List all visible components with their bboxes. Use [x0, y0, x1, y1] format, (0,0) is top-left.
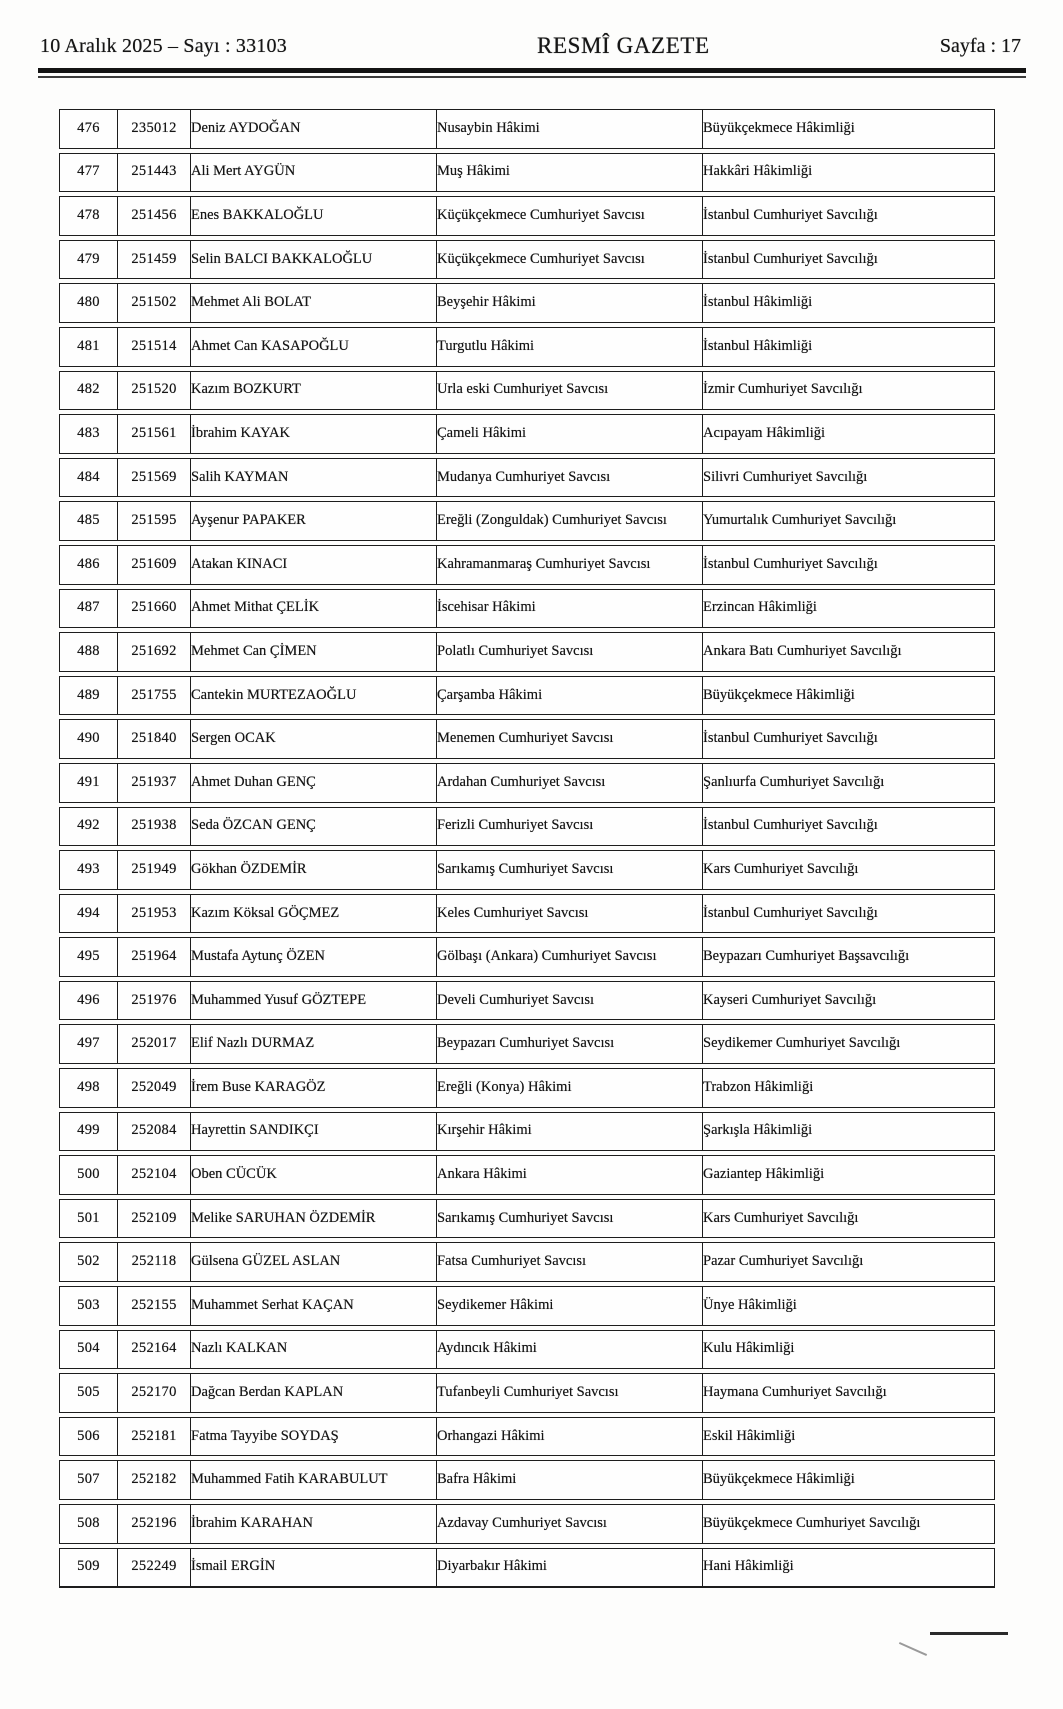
- registry-number-cell: 252049: [117, 1068, 190, 1108]
- current-post-cell: Kırşehir Hâkimi: [436, 1112, 702, 1152]
- row-number-cell: 477: [59, 153, 117, 193]
- new-post-cell: Yumurtalık Cumhuriyet Savcılığı: [702, 501, 995, 541]
- row-number-cell: 483: [59, 414, 117, 454]
- new-post-cell: Büyükçekmece Cumhuriyet Savcılığı: [702, 1504, 995, 1544]
- row-number-cell: 492: [59, 807, 117, 847]
- table-row: [59, 1330, 995, 1370]
- current-post-cell: Ereğli (Zonguldak) Cumhuriyet Savcısı: [436, 501, 702, 541]
- new-post-cell: Gaziantep Hâkimliği: [702, 1155, 995, 1195]
- table-row: [59, 501, 995, 541]
- registry-number-cell: 251840: [117, 719, 190, 759]
- row-number-cell: 482: [59, 371, 117, 411]
- new-post-cell: İstanbul Cumhuriyet Savcılığı: [702, 196, 995, 236]
- name-cell: Salih KAYMAN: [190, 458, 436, 498]
- new-post-cell: Seydikemer Cumhuriyet Savcılığı: [702, 1024, 995, 1064]
- row-number-cell: 509: [59, 1548, 117, 1589]
- row-number-cell: 476: [59, 109, 117, 149]
- row-number-cell: 489: [59, 676, 117, 716]
- table-row: [59, 283, 995, 323]
- header-page-number: Sayfa : 17: [939, 35, 1021, 57]
- new-post-cell: Şarkışla Hâkimliği: [702, 1112, 995, 1152]
- scan-artifact: [899, 1642, 927, 1656]
- table-row: [59, 589, 995, 629]
- table-row: [59, 1199, 995, 1239]
- name-cell: İrem Buse KARAGÖZ: [190, 1068, 436, 1108]
- current-post-cell: Bafra Hâkimi: [436, 1460, 702, 1500]
- table-row: [59, 1460, 995, 1500]
- new-post-cell: Acıpayam Hâkimliği: [702, 414, 995, 454]
- current-post-cell: Fatsa Cumhuriyet Savcısı: [436, 1242, 702, 1282]
- table-row: [59, 1024, 995, 1064]
- current-post-cell: Ereğli (Konya) Hâkimi: [436, 1068, 702, 1108]
- current-post-cell: Keles Cumhuriyet Savcısı: [436, 894, 702, 934]
- name-cell: Ahmet Duhan GENÇ: [190, 763, 436, 803]
- table-row: [59, 371, 995, 411]
- appointments-table: [59, 105, 995, 1592]
- table-row: [59, 153, 995, 193]
- registry-number-cell: 251660: [117, 589, 190, 629]
- new-post-cell: İstanbul Hâkimliği: [702, 283, 995, 323]
- header-rule-thin: [38, 76, 1026, 78]
- name-cell: İbrahim KARAHAN: [190, 1504, 436, 1544]
- new-post-cell: İstanbul Cumhuriyet Savcılığı: [702, 719, 995, 759]
- name-cell: Selin BALCI BAKKALOĞLU: [190, 240, 436, 280]
- registry-number-cell: 251502: [117, 283, 190, 323]
- registry-number-cell: 251569: [117, 458, 190, 498]
- current-post-cell: Küçükçekmece Cumhuriyet Savcısı: [436, 196, 702, 236]
- new-post-cell: İstanbul Cumhuriyet Savcılığı: [702, 807, 995, 847]
- current-post-cell: Muş Hâkimi: [436, 153, 702, 193]
- table-row: [59, 1286, 995, 1326]
- row-number-cell: 505: [59, 1373, 117, 1413]
- row-number-cell: 504: [59, 1330, 117, 1370]
- table-row: [59, 1504, 995, 1544]
- row-number-cell: 480: [59, 283, 117, 323]
- registry-number-cell: 252017: [117, 1024, 190, 1064]
- row-number-cell: 496: [59, 981, 117, 1021]
- registry-number-cell: 252196: [117, 1504, 190, 1544]
- new-post-cell: İzmir Cumhuriyet Savcılığı: [702, 371, 995, 411]
- name-cell: Mehmet Can ÇİMEN: [190, 632, 436, 672]
- current-post-cell: İscehisar Hâkimi: [436, 589, 702, 629]
- current-post-cell: Ferizli Cumhuriyet Savcısı: [436, 807, 702, 847]
- name-cell: Sergen OCAK: [190, 719, 436, 759]
- row-number-cell: 498: [59, 1068, 117, 1108]
- name-cell: Melike SARUHAN ÖZDEMİR: [190, 1199, 436, 1239]
- new-post-cell: Büyükçekmece Hâkimliği: [702, 676, 995, 716]
- table-row: [59, 937, 995, 977]
- table-row: [59, 676, 995, 716]
- new-post-cell: Beypazarı Cumhuriyet Başsavcılığı: [702, 937, 995, 977]
- new-post-cell: Şanlıurfa Cumhuriyet Savcılığı: [702, 763, 995, 803]
- table-row: [59, 1155, 995, 1195]
- name-cell: Mehmet Ali BOLAT: [190, 283, 436, 323]
- new-post-cell: Büyükçekmece Hâkimliği: [702, 109, 995, 149]
- registry-number-cell: 251609: [117, 545, 190, 585]
- name-cell: Mustafa Aytunç ÖZEN: [190, 937, 436, 977]
- table-row: [59, 807, 995, 847]
- current-post-cell: Küçükçekmece Cumhuriyet Savcısı: [436, 240, 702, 280]
- row-number-cell: 499: [59, 1112, 117, 1152]
- registry-number-cell: 251514: [117, 327, 190, 367]
- row-number-cell: 491: [59, 763, 117, 803]
- table-row: [59, 763, 995, 803]
- name-cell: Ali Mert AYGÜN: [190, 153, 436, 193]
- name-cell: Ahmet Mithat ÇELİK: [190, 589, 436, 629]
- current-post-cell: Ankara Hâkimi: [436, 1155, 702, 1195]
- registry-number-cell: 251595: [117, 501, 190, 541]
- registry-number-cell: 251949: [117, 850, 190, 890]
- table-row: [59, 981, 995, 1021]
- name-cell: Atakan KINACI: [190, 545, 436, 585]
- new-post-cell: Hakkâri Hâkimliği: [702, 153, 995, 193]
- new-post-cell: Hani Hâkimliği: [702, 1548, 995, 1589]
- page-header: [0, 33, 1063, 63]
- current-post-cell: Beyşehir Hâkimi: [436, 283, 702, 323]
- current-post-cell: Sarıkamış Cumhuriyet Savcısı: [436, 1199, 702, 1239]
- row-number-cell: 494: [59, 894, 117, 934]
- registry-number-cell: 252170: [117, 1373, 190, 1413]
- row-number-cell: 478: [59, 196, 117, 236]
- current-post-cell: Sarıkamış Cumhuriyet Savcısı: [436, 850, 702, 890]
- new-post-cell: Silivri Cumhuriyet Savcılığı: [702, 458, 995, 498]
- row-number-cell: 485: [59, 501, 117, 541]
- scan-artifact: [930, 1632, 1008, 1635]
- row-number-cell: 481: [59, 327, 117, 367]
- table-row: [59, 1112, 995, 1152]
- registry-number-cell: 252181: [117, 1417, 190, 1457]
- name-cell: İbrahim KAYAK: [190, 414, 436, 454]
- name-cell: Ayşenur PAPAKER: [190, 501, 436, 541]
- new-post-cell: Kars Cumhuriyet Savcılığı: [702, 850, 995, 890]
- current-post-cell: Ardahan Cumhuriyet Savcısı: [436, 763, 702, 803]
- name-cell: Nazlı KALKAN: [190, 1330, 436, 1370]
- current-post-cell: Seydikemer Hâkimi: [436, 1286, 702, 1326]
- registry-number-cell: 251692: [117, 632, 190, 672]
- name-cell: Cantekin MURTEZAOĞLU: [190, 676, 436, 716]
- current-post-cell: Orhangazi Hâkimi: [436, 1417, 702, 1457]
- registry-number-cell: 251561: [117, 414, 190, 454]
- new-post-cell: Kars Cumhuriyet Savcılığı: [702, 1199, 995, 1239]
- registry-number-cell: 252155: [117, 1286, 190, 1326]
- row-number-cell: 495: [59, 937, 117, 977]
- registry-number-cell: 251964: [117, 937, 190, 977]
- new-post-cell: Eskil Hâkimliği: [702, 1417, 995, 1457]
- registry-number-cell: 251976: [117, 981, 190, 1021]
- name-cell: Ahmet Can KASAPOĞLU: [190, 327, 436, 367]
- new-post-cell: Haymana Cumhuriyet Savcılığı: [702, 1373, 995, 1413]
- table-row: [59, 196, 995, 236]
- row-number-cell: 497: [59, 1024, 117, 1064]
- new-post-cell: İstanbul Cumhuriyet Savcılığı: [702, 545, 995, 585]
- registry-number-cell: 251459: [117, 240, 190, 280]
- registry-number-cell: 235012: [117, 109, 190, 149]
- registry-number-cell: 251456: [117, 196, 190, 236]
- current-post-cell: Polatlı Cumhuriyet Savcısı: [436, 632, 702, 672]
- registry-number-cell: 252118: [117, 1242, 190, 1282]
- name-cell: Hayrettin SANDIKÇI: [190, 1112, 436, 1152]
- table-row: [59, 109, 995, 149]
- name-cell: Elif Nazlı DURMAZ: [190, 1024, 436, 1064]
- name-cell: Seda ÖZCAN GENÇ: [190, 807, 436, 847]
- name-cell: İsmail ERGİN: [190, 1548, 436, 1589]
- table-row: [59, 458, 995, 498]
- table-row: [59, 545, 995, 585]
- name-cell: Fatma Tayyibe SOYDAŞ: [190, 1417, 436, 1457]
- name-cell: Kazım BOZKURT: [190, 371, 436, 411]
- current-post-cell: Menemen Cumhuriyet Savcısı: [436, 719, 702, 759]
- name-cell: Dağcan Berdan KAPLAN: [190, 1373, 436, 1413]
- current-post-cell: Develi Cumhuriyet Savcısı: [436, 981, 702, 1021]
- name-cell: Enes BAKKALOĞLU: [190, 196, 436, 236]
- table-row: [59, 1242, 995, 1282]
- row-number-cell: 507: [59, 1460, 117, 1500]
- table-row: [59, 1068, 995, 1108]
- current-post-cell: Mudanya Cumhuriyet Savcısı: [436, 458, 702, 498]
- new-post-cell: İstanbul Cumhuriyet Savcılığı: [702, 240, 995, 280]
- name-cell: Kazım Köksal GÖÇMEZ: [190, 894, 436, 934]
- row-number-cell: 506: [59, 1417, 117, 1457]
- registry-number-cell: 251938: [117, 807, 190, 847]
- current-post-cell: Gölbaşı (Ankara) Cumhuriyet Savcısı: [436, 937, 702, 977]
- table-row: [59, 240, 995, 280]
- name-cell: Muhammed Fatih KARABULUT: [190, 1460, 436, 1500]
- name-cell: Muhammet Serhat KAÇAN: [190, 1286, 436, 1326]
- row-number-cell: 500: [59, 1155, 117, 1195]
- row-number-cell: 490: [59, 719, 117, 759]
- row-number-cell: 479: [59, 240, 117, 280]
- current-post-cell: Çameli Hâkimi: [436, 414, 702, 454]
- registry-number-cell: 252109: [117, 1199, 190, 1239]
- name-cell: Deniz AYDOĞAN: [190, 109, 436, 149]
- new-post-cell: Kulu Hâkimliği: [702, 1330, 995, 1370]
- table-row: [59, 1417, 995, 1457]
- current-post-cell: Azdavay Cumhuriyet Savcısı: [436, 1504, 702, 1544]
- row-number-cell: 501: [59, 1199, 117, 1239]
- row-number-cell: 508: [59, 1504, 117, 1544]
- name-cell: Oben CÜCÜK: [190, 1155, 436, 1195]
- registry-number-cell: 252249: [117, 1548, 190, 1589]
- registry-number-cell: 252084: [117, 1112, 190, 1152]
- registry-number-cell: 252164: [117, 1330, 190, 1370]
- current-post-cell: Çarşamba Hâkimi: [436, 676, 702, 716]
- current-post-cell: Aydıncık Hâkimi: [436, 1330, 702, 1370]
- current-post-cell: Turgutlu Hâkimi: [436, 327, 702, 367]
- name-cell: Muhammed Yusuf GÖZTEPE: [190, 981, 436, 1021]
- new-post-cell: Ankara Batı Cumhuriyet Savcılığı: [702, 632, 995, 672]
- table-row: [59, 719, 995, 759]
- row-number-cell: 503: [59, 1286, 117, 1326]
- new-post-cell: Kayseri Cumhuriyet Savcılığı: [702, 981, 995, 1021]
- table-row: [59, 894, 995, 934]
- row-number-cell: 486: [59, 545, 117, 585]
- current-post-cell: Tufanbeyli Cumhuriyet Savcısı: [436, 1373, 702, 1413]
- new-post-cell: İstanbul Cumhuriyet Savcılığı: [702, 894, 995, 934]
- table-row: [59, 850, 995, 890]
- row-number-cell: 487: [59, 589, 117, 629]
- new-post-cell: Pazar Cumhuriyet Savcılığı: [702, 1242, 995, 1282]
- new-post-cell: İstanbul Hâkimliği: [702, 327, 995, 367]
- table-row: [59, 414, 995, 454]
- current-post-cell: Nusaybin Hâkimi: [436, 109, 702, 149]
- row-number-cell: 484: [59, 458, 117, 498]
- appointments-table-body: [59, 109, 995, 1588]
- table-row: [59, 327, 995, 367]
- registry-number-cell: 251520: [117, 371, 190, 411]
- row-number-cell: 502: [59, 1242, 117, 1282]
- row-number-cell: 488: [59, 632, 117, 672]
- current-post-cell: Diyarbakır Hâkimi: [436, 1548, 702, 1589]
- name-cell: Gülsena GÜZEL ASLAN: [190, 1242, 436, 1282]
- registry-number-cell: 251953: [117, 894, 190, 934]
- header-rule-thick: [38, 68, 1026, 73]
- table-row: [59, 1373, 995, 1413]
- registry-number-cell: 252104: [117, 1155, 190, 1195]
- new-post-cell: Erzincan Hâkimliği: [702, 589, 995, 629]
- new-post-cell: Büyükçekmece Hâkimliği: [702, 1460, 995, 1500]
- registry-number-cell: 251755: [117, 676, 190, 716]
- row-number-cell: 493: [59, 850, 117, 890]
- new-post-cell: Trabzon Hâkimliği: [702, 1068, 995, 1108]
- name-cell: Gökhan ÖZDEMİR: [190, 850, 436, 890]
- header-gazette-title: RESMÎ GAZETE: [537, 33, 710, 58]
- registry-number-cell: 251443: [117, 153, 190, 193]
- table-row: [59, 632, 995, 672]
- registry-number-cell: 251937: [117, 763, 190, 803]
- table-row: [59, 1548, 995, 1589]
- current-post-cell: Urla eski Cumhuriyet Savcısı: [436, 371, 702, 411]
- new-post-cell: Ünye Hâkimliği: [702, 1286, 995, 1326]
- header-date-issue: 10 Aralık 2025 – Sayı : 33103: [40, 35, 287, 57]
- current-post-cell: Beypazarı Cumhuriyet Savcısı: [436, 1024, 702, 1064]
- current-post-cell: Kahramanmaraş Cumhuriyet Savcısı: [436, 545, 702, 585]
- registry-number-cell: 252182: [117, 1460, 190, 1500]
